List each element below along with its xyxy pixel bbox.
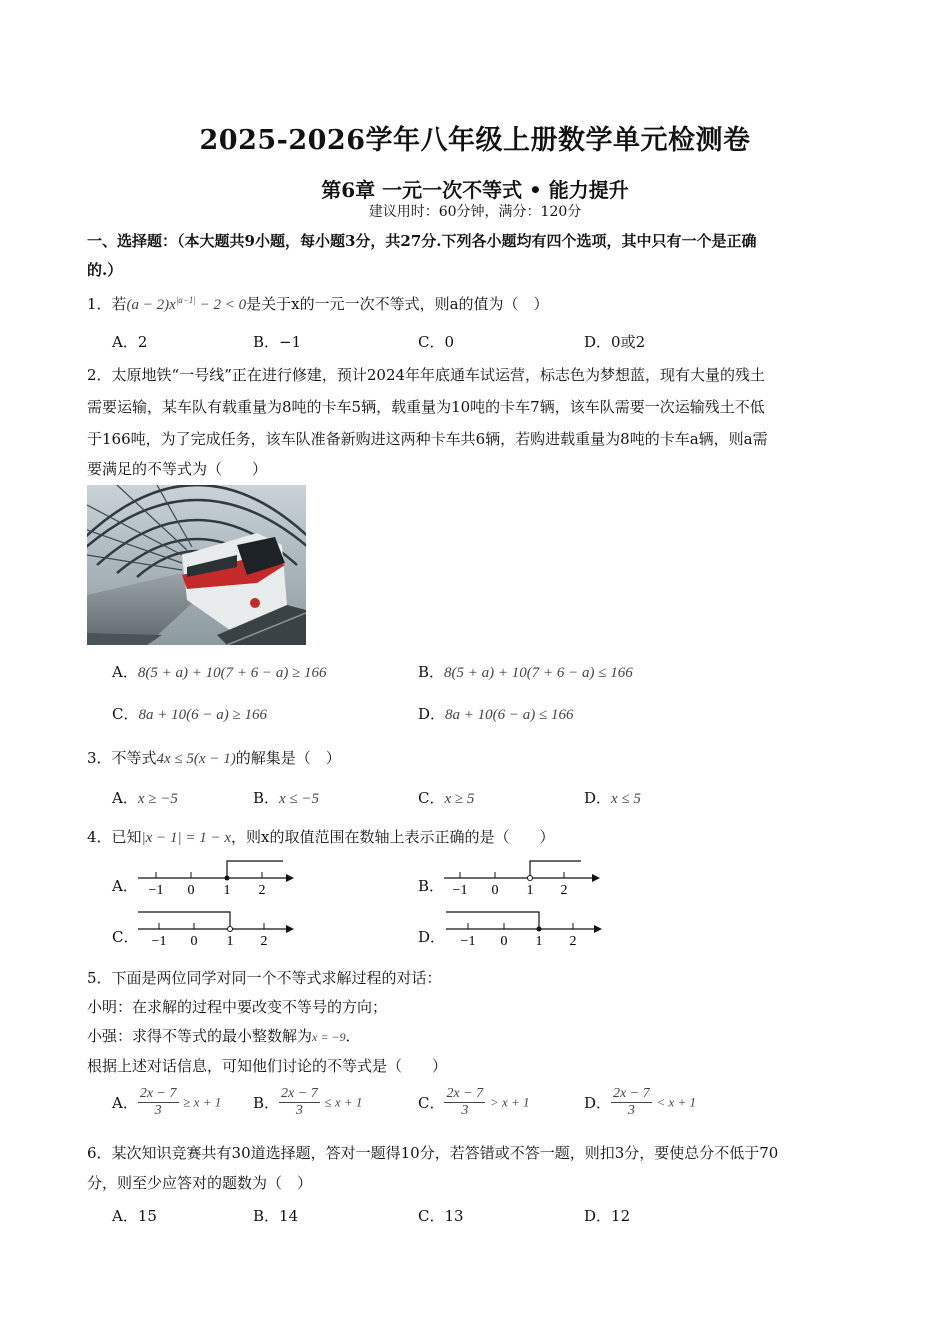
tick-label: −1 (460, 934, 476, 949)
q4-expression: |x − 1| = 1 − x (141, 830, 231, 846)
q6-option-a[interactable]: A．15 (112, 1207, 157, 1225)
q2-option-d[interactable]: D．8a + 10(6 − a) ≤ 166 (418, 705, 574, 723)
q2-line-4: 要满足的不等式为（ ） (87, 460, 268, 478)
q2-option-b[interactable]: B．8(5 + a) + 10(7 + 6 − a) ≤ 166 (418, 663, 633, 681)
chapter-subtitle: 第6章 一元一次不等式 • 能力提升 (321, 178, 629, 202)
q5-option-d[interactable]: D． $\frac{2x - 7}{3}$ < x + 1 (584, 1086, 697, 1118)
q1-option-d[interactable]: D．0或2 (584, 333, 646, 351)
q4-number-line-d[interactable] (446, 907, 606, 949)
q5-line-2: 小明：在求解的过程中要改变不等号的方向； (87, 998, 388, 1016)
tick-label: 1 (535, 934, 543, 949)
q1-option-c[interactable]: C．0 (418, 333, 455, 351)
q2-option-a[interactable]: A．8(5 + a) + 10(7 + 6 − a) ≥ 166 (112, 663, 327, 681)
q1-text: 是关于x的一元一次不等式，则a的值为（ ） (246, 295, 549, 313)
train-photo (87, 485, 306, 645)
q2-line-1: 2．太原地铁“一号线”正在进行修建，预计2024年年底通车试运营，标志色为梦想蓝，现有大量的残土 (87, 366, 766, 384)
question-1 (87, 293, 549, 314)
tick-label: 0 (190, 934, 198, 949)
tick-label: 0 (500, 934, 508, 949)
q5-line-3: 小强：求得不等式的最小整数解为x = −9． (87, 1027, 361, 1045)
section-heading: 一、选择题：（本大题共9小题，每小题3分，共27分.下列各小题均有四个选项，其中只有一个是正确 (87, 232, 757, 250)
tick-label: −1 (452, 883, 468, 898)
tick-label: 0 (187, 883, 195, 898)
q4-option-b-label[interactable]: B． (418, 877, 445, 895)
q1-number: 1．若 (87, 295, 127, 313)
q3-option-c[interactable]: C．x ≥ 5 (418, 789, 475, 807)
q2-option-c[interactable]: C．8a + 10(6 − a) ≥ 166 (112, 705, 267, 723)
question-4: 4．已知|x − 1| = 1 − x，则x的取值范围在数轴上表示正确的是（ ） (87, 828, 555, 846)
q3-option-b[interactable]: B．x ≤ −5 (253, 789, 320, 807)
q3-expression: 4x ≤ 5(x − 1) (156, 751, 236, 767)
tick-label: 2 (569, 934, 577, 949)
q4-option-d-label[interactable]: D． (418, 928, 446, 946)
q1-option-b[interactable]: B．−1 (253, 333, 302, 351)
tick-label: 2 (560, 883, 568, 898)
tick-label: 0 (491, 883, 499, 898)
q5-line-4: 根据上述对话信息，可知他们讨论的不等式是（ ） (87, 1057, 448, 1075)
q2-line-2: 需要运输，某车队有载重量为8吨的卡车5辆，载重量为10吨的卡车7辆，该车队需要一次运输残土不低 (87, 398, 765, 416)
q6-line-2: 分，则至少应答对的题数为（ ） (87, 1174, 313, 1192)
q4-number-line-a[interactable] (138, 856, 298, 898)
q3-option-d[interactable]: D．x ≤ 5 (584, 789, 641, 807)
q1-expression: $(a - 2)x^{|a-1|} - 2 < 0$ (126, 295, 247, 313)
q5-line-1: 5．下面是两位同学对同一个不等式求解过程的对话： (87, 969, 442, 987)
q6-option-b[interactable]: B．14 (253, 1207, 299, 1225)
q5-option-b[interactable]: B． $\frac{2x - 7}{3}$ ≤ x + 1 (253, 1086, 363, 1118)
section-heading-cont: 的.） (87, 261, 123, 279)
q3-option-a[interactable]: A．x ≥ −5 (112, 789, 178, 807)
tick-label: 2 (258, 883, 266, 898)
tick-label: 1 (526, 883, 534, 898)
q6-option-d[interactable]: D．12 (584, 1207, 631, 1225)
tick-label: 1 (223, 883, 231, 898)
tick-label: −1 (148, 883, 164, 898)
q6-line-1: 6．某次知识竞赛共有30道选择题，答对一题得10分，若答错或不答一题，则扣3分，要使总分不低于70 (87, 1144, 779, 1162)
q5-option-a[interactable]: A． $\frac{2x - 7}{3}$ ≥ x + 1 (112, 1086, 222, 1118)
q2-line-3: 于166吨，为了完成任务，该车队准备新购进这两种卡车共6辆，若购进载重量为8吨的卡车a辆，则a需 (87, 430, 768, 448)
q5-option-c[interactable]: C． $\frac{2x - 7}{3}$ > x + 1 (418, 1086, 530, 1118)
tick-label: 2 (260, 934, 268, 949)
q4-option-a-label[interactable]: A． (112, 877, 138, 895)
q4-option-c-label[interactable]: C． (112, 928, 139, 946)
q4-number-line-c[interactable] (138, 907, 298, 949)
q6-option-c[interactable]: C．13 (418, 1207, 464, 1225)
q1-option-a[interactable]: A．2 (112, 333, 148, 351)
time-info: 建议用时：60分钟，满分：120分 (368, 204, 582, 220)
question-3: 3．不等式4x ≤ 5(x − 1)的解集是（ ） (87, 749, 341, 767)
q4-number-line-b[interactable] (444, 856, 604, 898)
tick-label: −1 (151, 934, 167, 949)
page-title: 2025-2026学年八年级上册数学单元检测卷 (199, 125, 751, 156)
tick-label: 1 (226, 934, 234, 949)
